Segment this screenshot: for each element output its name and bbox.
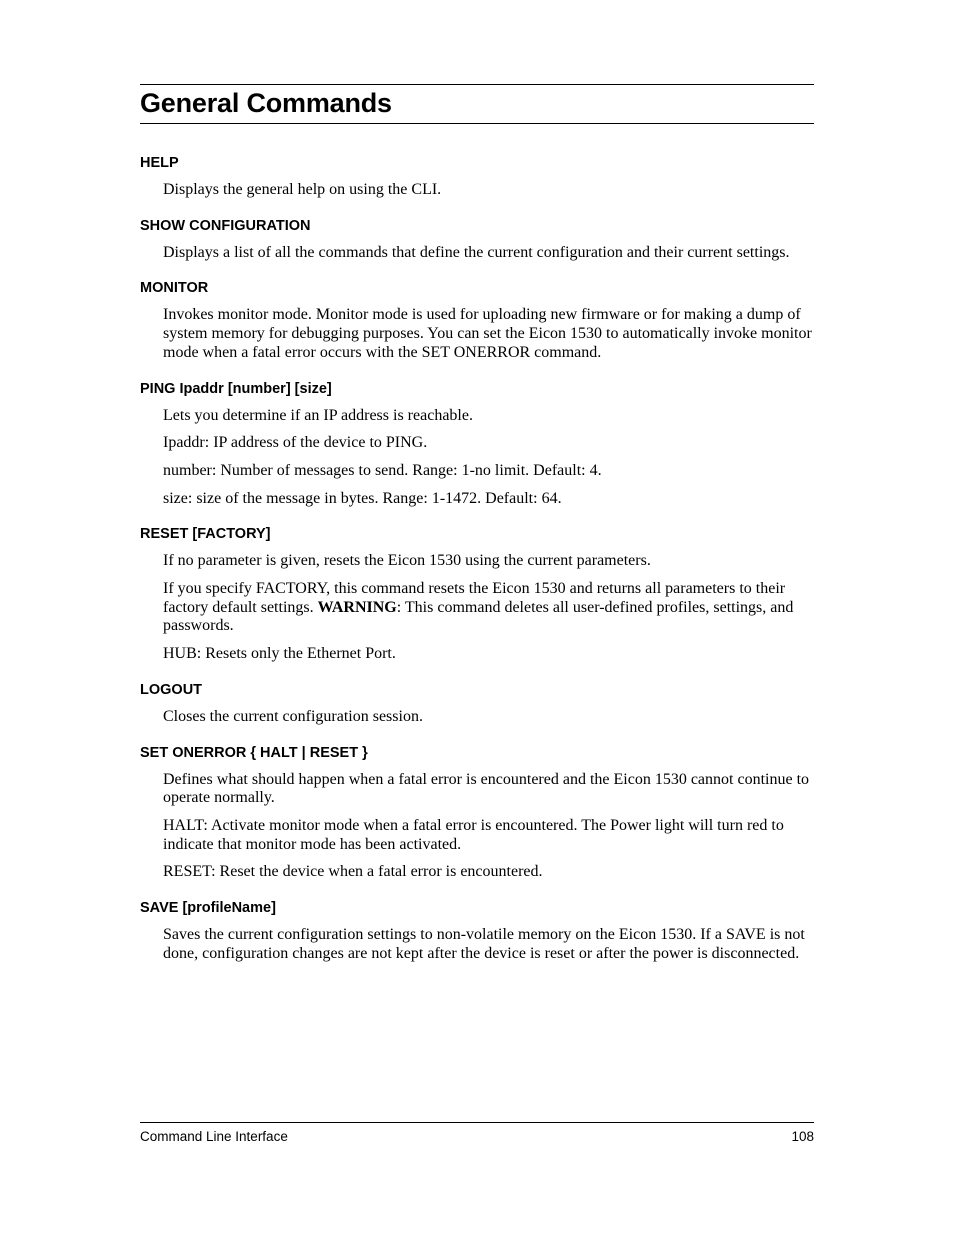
command-section bbox=[140, 899, 814, 963]
command-heading: SAVE [profileName] bbox=[140, 900, 276, 917]
command-heading: SHOW CONFIGURATION bbox=[140, 217, 311, 234]
page-content bbox=[140, 84, 814, 980]
page-title: General Commands bbox=[140, 88, 392, 118]
footer-rule bbox=[140, 1122, 814, 1123]
command-description: RESET: Reset the device when a fatal error is encountered. bbox=[163, 863, 543, 881]
command-description: Displays the general help on using the CLI. bbox=[163, 181, 442, 198]
command-description: Saves the current configuration settings to non-volatile memory on the Eicon 1530. If a SAVE is not done, configuration changes are not kept after the device is reset or after the power is disconnected. bbox=[163, 926, 805, 962]
command-section bbox=[140, 217, 814, 263]
command-section bbox=[140, 681, 814, 727]
command-section bbox=[140, 525, 814, 664]
title-bottom-rule bbox=[140, 123, 814, 124]
command-description: HUB: Resets only the Ethernet Port. bbox=[163, 645, 396, 663]
command-heading: RESET [FACTORY] bbox=[140, 526, 271, 543]
command-description: Displays a list of all the commands that define the current configuration and their current settings. bbox=[163, 243, 790, 261]
command-description: If no parameter is given, resets the Eicon 1530 using the current parameters. bbox=[163, 552, 651, 570]
command-heading: LOGOUT bbox=[140, 681, 203, 698]
command-description: size: size of the message in bytes. Range: 1-1472. Default: 64. bbox=[163, 489, 562, 507]
command-heading: SET ONERROR { HALT | RESET } bbox=[140, 744, 368, 761]
command-section bbox=[140, 744, 814, 883]
command-heading: MONITOR bbox=[140, 280, 209, 297]
command-description: Lets you determine if an IP address is reachable. bbox=[163, 406, 473, 424]
command-description: HALT: Activate monitor mode when a fatal error is encountered. The Power light will turn red to indicate that monitor mode has been activated. bbox=[163, 816, 784, 853]
command-section bbox=[140, 279, 814, 362]
page-footer bbox=[140, 1122, 814, 1145]
command-heading: PING Ipaddr [number] [size] bbox=[140, 380, 332, 397]
command-description: Closes the current configuration session. bbox=[163, 707, 423, 725]
command-heading: HELP bbox=[140, 155, 179, 171]
command-description: Defines what should happen when a fatal error is encountered and the Eicon 1530 cannot continue to operate normally. bbox=[163, 770, 810, 807]
footer-chapter: Command Line Interface bbox=[140, 1129, 288, 1144]
title-top-rule bbox=[140, 84, 814, 85]
footer-page-number: 108 bbox=[791, 1129, 814, 1144]
command-description: Ipaddr: IP address of the device to PING. bbox=[163, 434, 428, 452]
command-description: Invokes monitor mode. Monitor mode is used for uploading new firmware or for making a dump of system memory for debugging purposes. You can set the Eicon 1530 to automatically invoke monitor mode when a fatal error occurs with the SET ONERROR command. bbox=[163, 306, 812, 361]
command-description: If you specify FACTORY, this command resets the Eicon 1530 and returns all parameters to their factory default settings. WARNING: This command deletes all user-defined profiles, settings, and passwords. bbox=[163, 580, 794, 635]
command-list bbox=[140, 154, 814, 963]
command-description: number: Number of messages to send. Range: 1-no limit. Default: 4. bbox=[163, 461, 602, 479]
command-section bbox=[140, 154, 814, 200]
command-section bbox=[140, 380, 814, 509]
